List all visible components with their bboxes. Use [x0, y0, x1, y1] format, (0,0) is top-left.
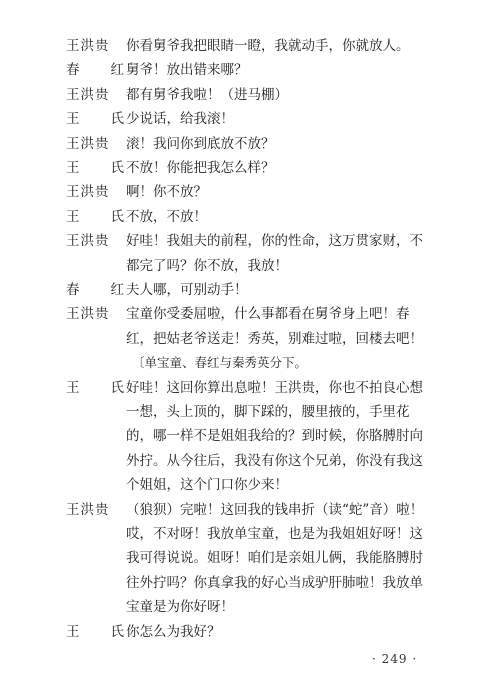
dialogue-text: 夫人哪，可别动手！ — [126, 282, 248, 298]
dialogue-text: 舅爷！放出错来哪？ — [126, 62, 248, 79]
dialogue-text: 外拧。从今往后，我没有你这个兄弟，你没有我这 — [126, 452, 423, 469]
dialogue-text: 往外拧吗？你真拿我的好心当成驴肝肺啦！我放单 — [126, 574, 423, 591]
dialogue-text: 一想，头上顶的，脚下踩的，腰里掖的，手里花 — [126, 404, 410, 420]
stage-direction: 〔单宝童、春红与秦秀英分下。 — [132, 355, 308, 371]
dialogue-text: 的，哪一样不是姐姐我给的？到时候，你胳膊肘向 — [126, 428, 423, 445]
dialogue-text: 哎，不对呀！我放单宝童，也是为我姐姐好呀！这 — [126, 526, 423, 542]
dialogue-text: （狼狈）完啦！这回我的钱串折（读“蛇”音）啦！ — [126, 501, 424, 518]
dialogue-text: 宝童你受委屈啦，什么事都看在舅爷身上吧！春 — [126, 306, 410, 323]
dialogue-text: 你看舅爷我把眼睛一瞪，我就动手，你就放人。 — [126, 38, 410, 54]
dialogue-text: 红，把姑老爷送走！秀英，别难过啦，回楼去吧！ — [126, 330, 423, 347]
speaker-name: 王洪贵 — [66, 233, 110, 250]
dialogue-text: 个姐姐，这个门口你少来！ — [126, 477, 288, 494]
dialogue-text: 不放！你能把我怎么样？ — [126, 160, 275, 176]
dialogue-text: 都完了吗？你不放，我放！ — [126, 257, 288, 274]
speaker-name: 王 氏 — [66, 160, 124, 176]
speaker-name: 王洪贵 — [66, 306, 110, 323]
speaker-name: 春 红 — [66, 62, 124, 79]
page-number: · 249 · — [372, 652, 418, 666]
dialogue-text: 都有舅爷我啦！（进马棚） — [126, 86, 288, 103]
speaker-name: 王洪贵 — [66, 135, 110, 152]
speaker-name: 王 氏 — [66, 208, 124, 225]
speaker-name: 王 氏 — [66, 379, 124, 396]
speaker-name: 王洪贵 — [66, 38, 110, 54]
dialogue-text: 啊！你不放？ — [126, 184, 207, 201]
dialogue-text: 我可得说说。姐呀！咱们是亲姐儿俩，我能胳膊肘 — [126, 550, 423, 567]
dialogue-text: 不放，不放！ — [126, 208, 207, 225]
speaker-name: 春 红 — [66, 282, 124, 298]
dialogue-text: 好哇！这回你算出息啦！王洪贵，你也不拍良心想 — [126, 379, 423, 396]
speaker-name: 王洪贵 — [66, 501, 110, 518]
dialogue-text: 少说话，给我滚！ — [126, 111, 234, 128]
dialogue-text: 你怎么为我好？ — [126, 623, 221, 640]
dialogue-text: 滚！我问你到底放不放？ — [126, 135, 275, 152]
dialogue-text: 宝童是为你好呀！ — [126, 599, 234, 616]
dialogue-text: 好哇！我姐夫的前程，你的性命，这万贯家财，不 — [126, 233, 423, 250]
speaker-name: 王 氏 — [66, 111, 124, 128]
speaker-name: 王 氏 — [66, 623, 124, 640]
speaker-name: 王洪贵 — [66, 86, 110, 103]
speaker-name: 王洪贵 — [66, 184, 110, 201]
